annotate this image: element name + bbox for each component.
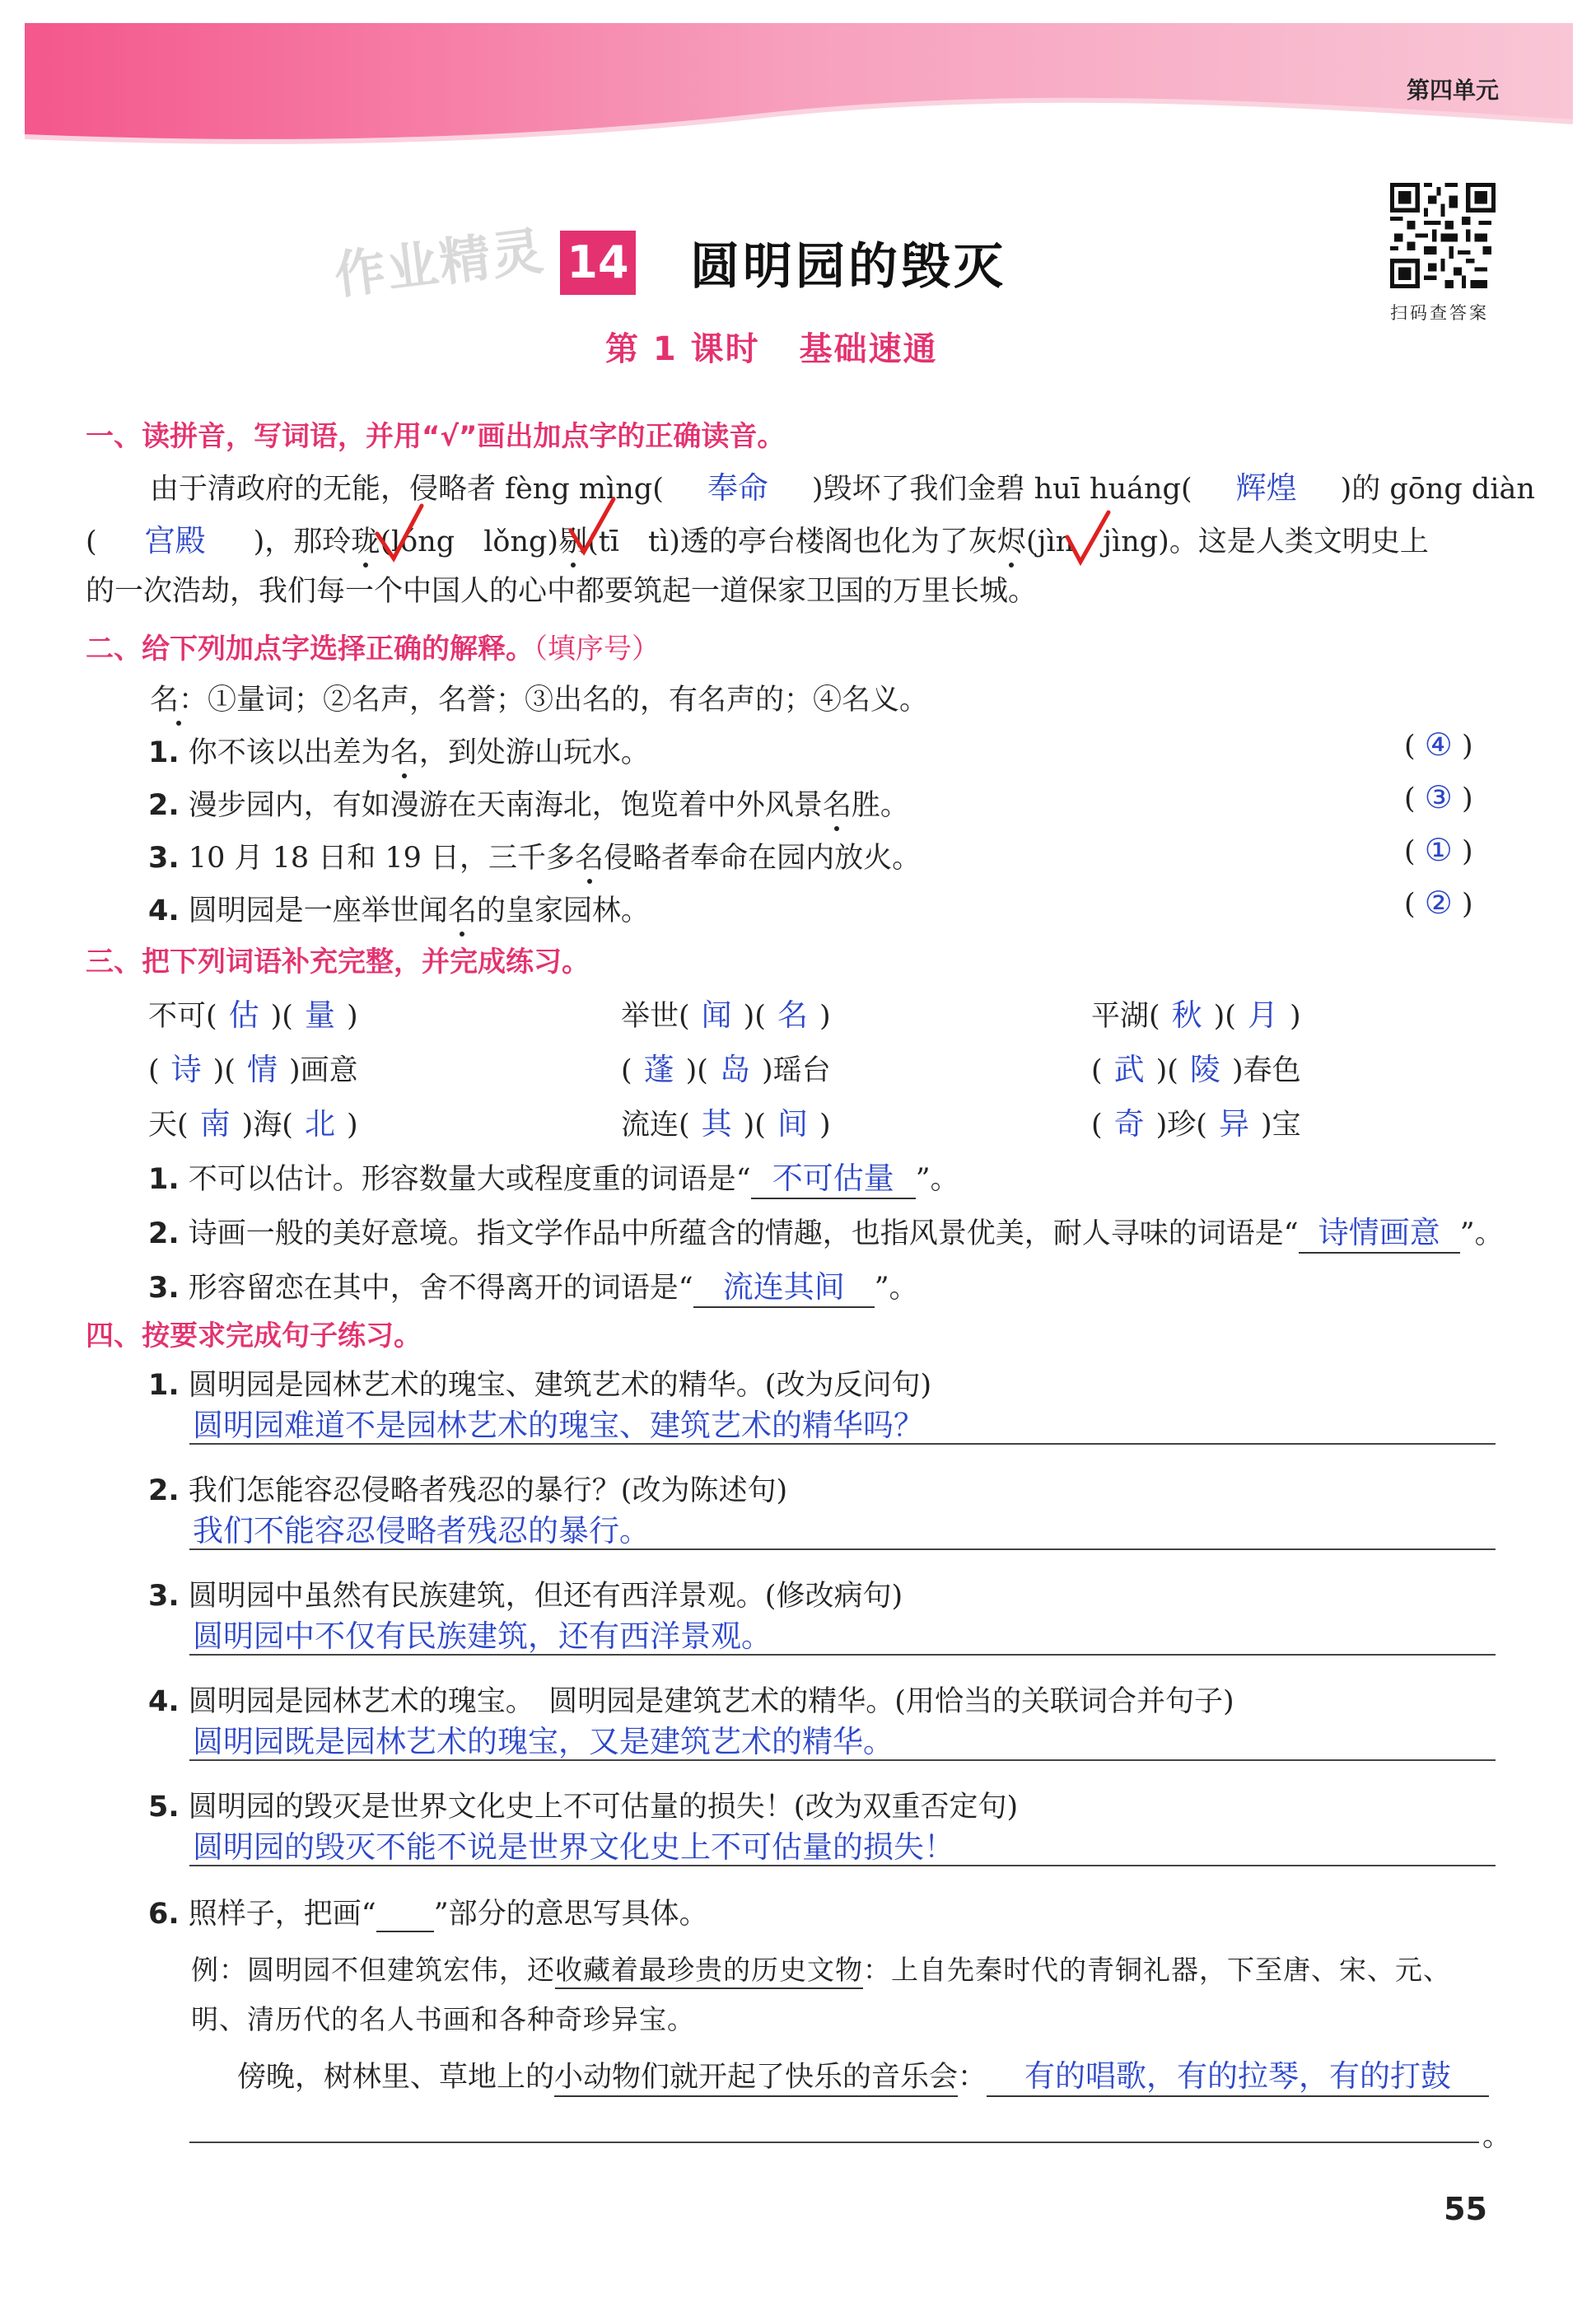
idiom-pengdao-yaotai: ( 蓬 )( 岛 )瑶台 <box>621 1052 831 1087</box>
watermark: 作业精灵 <box>331 220 548 306</box>
idiom-liulian-qijian: 流连( 其 )( 间 ) <box>621 1106 831 1142</box>
answer-fengming: 奉命 <box>707 470 768 506</box>
sec2-answer-4: ( ② ) <box>1404 885 1473 921</box>
answer-line-1 <box>189 1443 1496 1445</box>
sec4-answer-5: 圆明园的毁灭不能不说是世界文化史上不可估量的损失！ <box>193 1829 954 1865</box>
section-4-heading: 四、按要求完成句子练习。 <box>86 1319 422 1352</box>
practice-underlined-phrase: 小动物们就开起了快乐的音乐会 <box>554 2054 958 2097</box>
sec1-line-1: 由于清政府的无能，侵略者 fèng mìng( 奉命 )毁坏了我们金碧 huī huáng( 辉煌 )的 gōng diàn <box>150 463 1535 507</box>
answer-line-2 <box>189 1548 1496 1550</box>
answer-line-4 <box>189 1759 1496 1761</box>
closing-period: 。 <box>1482 2120 1512 2153</box>
sec4-answer-2: 我们不能容忍侵略者残忍的暴行。 <box>193 1513 650 1548</box>
idiom-buke-guliang: 不可( 估 )( 量 ) <box>148 997 358 1033</box>
sec1-line-2: ( 宫殿 )，那玲珑(lóng lǒng)剔(tī tì)透的亭台楼阁也化为了灰烬(jìn jìng)。这是人类文明史上 <box>86 516 1429 560</box>
lesson-title: 圆明园的毁灭 <box>690 238 1006 296</box>
sec4-question-3: 3. 圆明园中虽然有民族建筑，但还有西洋景观。(修改病句) <box>148 1580 903 1613</box>
lesson-number: 14 <box>560 231 636 295</box>
example-underlined-phrase: 收藏着最珍贵的历史文物 <box>555 1949 863 1989</box>
answer-line-3 <box>189 1654 1496 1656</box>
practice-line: 傍晚，树林里、草地上的小动物们就开起了快乐的音乐会： 有的唱歌，有的拉琴，有的打鼓 <box>237 2051 1489 2097</box>
lesson-subtitle: 第 1 课时 基础速通 <box>605 330 938 368</box>
sec3-question-1: 1. 不可以估计。形容数量大或程度重的词语是“ 不可估量 ”。 <box>148 1153 959 1199</box>
sec2-answer-3: ( ① ) <box>1404 832 1473 868</box>
sec2-item-3: 3. 10 月 18 日和 19 日，三千多名侵略者奉命在园内放火。 <box>148 842 922 875</box>
idiom-wuling-chunse: ( 武 )( 陵 )春色 <box>1091 1052 1301 1087</box>
dotted-char-ti: 剔 <box>558 525 588 558</box>
answer-huihuang: 辉煌 <box>1235 470 1297 506</box>
section-1-heading: 一、读拼音，写词语，并用“√”画出加点字的正确读音。 <box>86 420 786 453</box>
section-2-heading: 二、给下列加点字选择正确的解释。（填序号） <box>86 633 660 666</box>
sec3-question-2: 2. 诗画一般的美好意境。指文学作品中所蕴含的情趣，也指风景优美，耐人寻味的词语是“ 诗情画意 ”。 <box>148 1207 1504 1254</box>
idiom-jushi-wenming: 举世( 闻 )( 名 ) <box>621 997 831 1033</box>
unit-label: 第四单元 <box>1406 77 1499 104</box>
sec2-answer-1: ( ④ ) <box>1404 726 1473 763</box>
sec2-item-1: 1. 你不该以出差为名，到处游山玩水。 <box>148 736 650 769</box>
sec1-line-3: 的一次浩劫，我们每一个中国人的心中都要筑起一道保家卫国的万里长城。 <box>86 575 1038 608</box>
sec4-answer-1: 圆明园难道不是园林艺术的瑰宝、建筑艺术的精华吗？ <box>193 1408 924 1443</box>
page-number: 55 <box>1444 2191 1487 2227</box>
idiom-pinghu-qiuyue: 平湖( 秋 )( 月 ) <box>1091 997 1301 1033</box>
idiom-qizhen-yibao: ( 奇 )珍( 异 )宝 <box>1091 1106 1301 1142</box>
sec4-question-4: 4. 圆明园是园林艺术的瑰宝。 圆明园是建筑艺术的精华。(用恰当的关联词合并句子) <box>148 1685 1234 1718</box>
section-3-heading: 三、把下列词语补充完整，并完成练习。 <box>86 946 590 979</box>
qr-caption: 扫码查答案 <box>1390 303 1489 323</box>
sec4-question-5: 5. 圆明园的毁灭是世界文化史上不可估量的损失！(改为双重否定句) <box>148 1791 1019 1824</box>
practice-answer: 有的唱歌，有的拉琴，有的打鼓 <box>987 2051 1489 2097</box>
sec2-item-4: 4. 圆明园是一座举世闻名的皇家园林。 <box>148 894 650 927</box>
example-line-2: 明、清历代的名人书画和各种奇珍异宝。 <box>191 2003 695 2035</box>
answer-line-6 <box>189 2142 1479 2143</box>
sec4-answer-4: 圆明园既是园林艺术的瑰宝，又是建筑艺术的精华。 <box>193 1724 894 1759</box>
answer-bukeguliang: 不可估量 <box>751 1153 916 1199</box>
example-line-1: 例：圆明园不但建筑宏伟，还收藏着最珍贵的历史文物：上自先秦时代的青铜礼器，下至唐、宋、元、 <box>191 1949 1451 1989</box>
sec4-question-6: 6. 照样子，把画“ ”部分的意思写具体。 <box>148 1898 708 1931</box>
answer-line-5 <box>189 1865 1496 1866</box>
definitions-line: 名：①量词；②名声，名誉；③出名的，有名声的；④名义。 <box>150 684 929 717</box>
sec4-answer-3: 圆明园中不仅有民族建筑，还有西洋景观。 <box>193 1618 772 1654</box>
sec2-answer-2: ( ③ ) <box>1404 779 1473 815</box>
dotted-char-long: 珑 <box>351 525 380 558</box>
qr-code-icon[interactable] <box>1390 183 1496 288</box>
idiom-shiqing-huayi: ( 诗 )( 情 )画意 <box>148 1052 358 1087</box>
answer-shiqinghuayi: 诗情画意 <box>1299 1207 1460 1254</box>
idiom-tiannan-haibei: 天( 南 )海( 北 ) <box>148 1106 358 1142</box>
sec3-question-3: 3. 形容留恋在其中，舍不得离开的词语是“ 流连其间 ”。 <box>148 1262 918 1308</box>
header-band <box>25 23 1573 147</box>
sec4-question-2: 2. 我们怎能容忍侵略者残忍的暴行？(改为陈述句) <box>148 1474 788 1507</box>
sec2-item-2: 2. 漫步园内，有如漫游在天南海北，饱览着中外风景名胜。 <box>148 789 909 822</box>
answer-liulianqijian: 流连其间 <box>693 1262 875 1308</box>
sec4-question-1: 1. 圆明园是园林艺术的瑰宝、建筑艺术的精华。(改为反问句) <box>148 1369 932 1402</box>
dotted-char-jin: 烬 <box>996 525 1026 558</box>
answer-gongdian: 宫殿 <box>144 523 206 558</box>
